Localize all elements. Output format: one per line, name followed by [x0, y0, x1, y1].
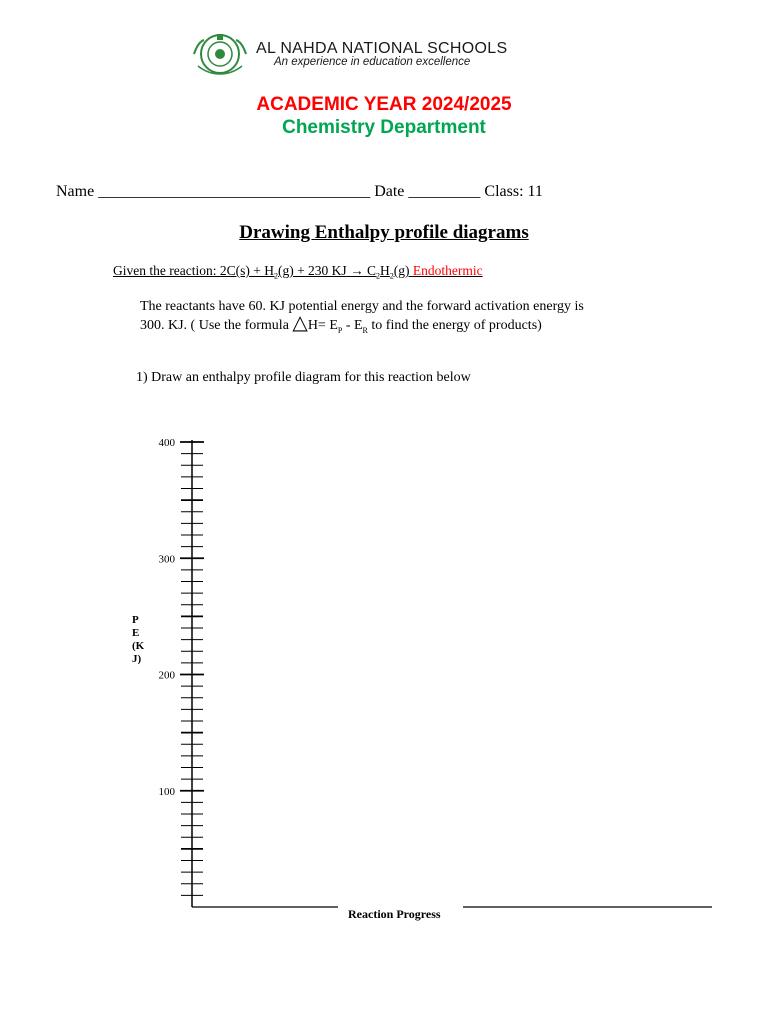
problem-paragraph: The reactants have 60. KJ potential energy and the forward activation energy is 300. KJ. ( Use the formula △H= $E_P - E_R$ to find the energy of products) [140, 299, 584, 335]
y-tick-label: 200 [158, 669, 175, 682]
y-tick-label: 300 [158, 553, 175, 566]
y-axis-label: P E (K J) [132, 614, 145, 665]
x-axis-label: Reaction Progress [348, 907, 441, 921]
y-tick-label: 400 [158, 437, 175, 449]
date-field[interactable]: _________ [408, 183, 481, 200]
school-name: AL NAHDA NATIONAL SCHOOLS [256, 40, 508, 57]
academic-year: ACADEMIC YEAR 2024/2025 [256, 94, 512, 115]
department-title: Chemistry Department [282, 117, 486, 138]
name-field[interactable]: __________________________________ [98, 183, 371, 200]
worksheet-title: Drawing Enthalpy profile diagrams [239, 222, 529, 243]
class-label: Class: 11 [484, 183, 543, 200]
school-tagline: An experience in education excellence [274, 56, 471, 68]
y-axis-ticks [159, 437, 205, 895]
y-tick-label: 100 [158, 785, 175, 798]
reaction-type: Endothermic [412, 263, 483, 278]
given-reaction: Given the reaction: $2C(s) + H_2(g) + 230$ KJ → $C_2H_2(g)$ Endothermic [113, 263, 483, 281]
reaction-arrow-icon: → [350, 263, 364, 278]
question-1: 1) Draw an enthalpy profile diagram for this reaction below [136, 370, 471, 385]
name-label: Name [56, 183, 95, 200]
date-label: Date [374, 183, 405, 200]
delta-icon: △ [292, 312, 308, 334]
